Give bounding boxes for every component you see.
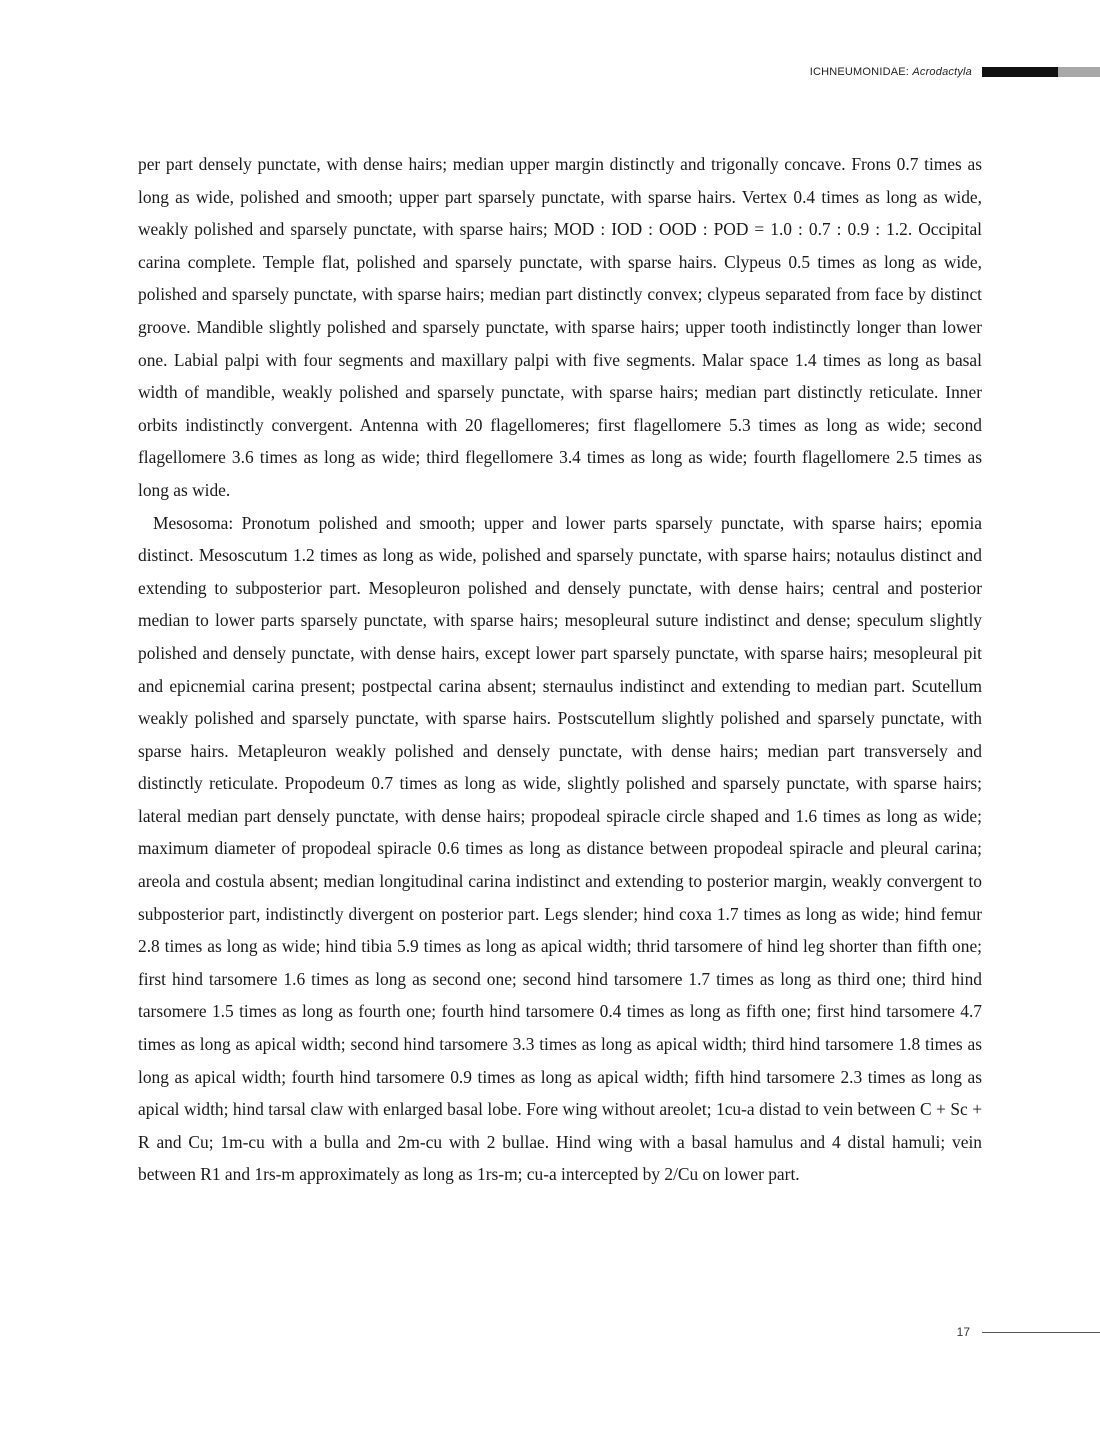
header-genus: Acrodactyla [912, 66, 972, 78]
body-text [138, 148, 982, 1191]
paragraph-head-description: per part densely punctate, with dense hairs; median upper margin distinctly and trigonally concave. Frons 0.7 times as long as wide, polished and smooth; upper part sparsely punctate, with sparse hairs. Vertex 0.4 times as long as wide, weakly polished and sparsely punctate, with sparse hairs; MOD : IOD : OOD : POD = 1.0 : 0.7 : 0.9 : 1.2. Occipital carina complete. Temple flat, polished and sparsely punctate, with sparse hairs. Clypeus 0.5 times as long as wide, polished and sparsely punctate, with sparse hairs; median part distinctly convex; clypeus separated from face by distinct groove. Mandible slightly polished and sparsely punctate, with sparse hairs; upper tooth indistinctly longer than lower one. Labial palpi with four segments and maxillary palpi with five segments. Malar space 1.4 times as long as basal width of mandible, weakly polished and sparsely punctate, with sparse hairs; median part distinctly reticulate. Inner orbits indistinctly convergent. Antenna with 20 flagellomeres; first flagellomere 5.3 times as long as wide; second flagellomere 3.6 times as long as wide; third flegellomere 3.4 times as long as wide; fourth flagellomere 2.5 times as long as wide. [138, 154, 982, 500]
header-bar-dark [982, 67, 1058, 77]
header-bar-gray [1058, 67, 1100, 77]
running-header-text [810, 66, 972, 78]
page-number: 17 [956, 1325, 970, 1339]
paragraph-mesosoma-description: Mesosoma: Pronotum polished and smooth; upper and lower parts sparsely punctate, with sparse hairs; epomia distinct. Mesoscutum 1.2 times as long as wide, polished and sparsely punctate, with sparse hairs; notaulus distinct and extending to subposterior part. Mesopleuron polished and densely punctate, with dense hairs; central and posterior median to lower parts sparsely punctate, with sparse hairs; mesopleural suture indistinct and dense; speculum slightly polished and densely punctate, with dense hairs, except lower part sparsely punctate, with sparse hairs; mesopleural pit and epicnemial carina present; postpectal carina absent; sternaulus indistinct and extending to median part. Scutellum weakly polished and sparsely punctate, with sparse hairs. Postscutellum slightly polished and sparsely punctate, with sparse hairs. Metapleuron weakly polished and densely punctate, with dense hairs; median part transversely and distinctly reticulate. Propodeum 0.7 times as long as wide, slightly polished and sparsely punctate, with sparse hairs; lateral median part densely punctate, with dense hairs; propodeal spiracle circle shaped and 1.6 times as long as wide; maximum diameter of propodeal spiracle 0.6 times as long as distance between propodeal spiracle and pleural carina; areola and costula absent; median longitudinal carina indistinct and extending to posterior margin, weakly convergent to subposterior part, indistinctly divergent on posterior part. Legs slender; hind coxa 1.7 times as long as wide; hind femur 2.8 times as long as wide; hind tibia 5.9 times as long as apical width; thrid tarsomere of hind leg shorter than fifth one; first hind tarsomere 1.6 times as long as second one; second hind tarsomere 1.7 times as long as third one; third hind tarsomere 1.5 times as long as fourth one; fourth hind tarsomere 0.4 times as long as fifth one; first hind tarsomere 4.7 times as long as apical width; second hind tarsomere 3.3 times as long as apical width; third hind tarsomere 1.8 times as long as apical width; fourth hind tarsomere 0.9 times as long as apical width; fifth hind tarsomere 2.3 times as long as apical width; hind tarsal claw with enlarged basal lobe. Fore wing without areolet; 1cu-a distad to vein between C + Sc + R and Cu; 1m-cu with a bulla and 2m-cu with 2 bullae. Hind wing with a basal hamulus and 4 distal hamuli; vein between R1 and 1rs-m approximately as long as 1rs-m; cu-a intercepted by 2/Cu on lower part. [138, 512, 982, 1185]
page-footer [957, 1323, 1100, 1341]
footer-rule [982, 1332, 1100, 1333]
running-header [810, 63, 1100, 81]
header-family: ICHNEUMONIDAE: [809, 66, 910, 78]
